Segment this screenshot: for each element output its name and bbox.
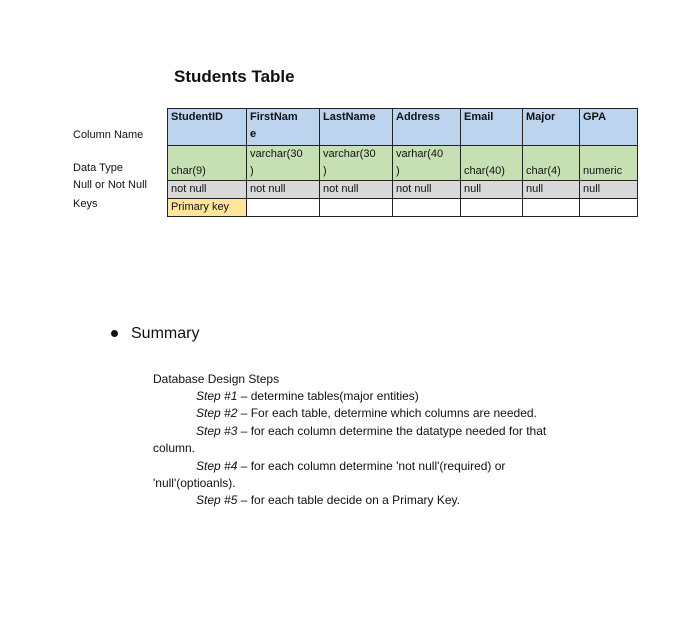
null-cell: null [461, 181, 523, 199]
key-cell [523, 199, 580, 217]
null-cell: not null [247, 181, 320, 199]
step-3-cont: column. [153, 441, 196, 455]
students-table [167, 108, 638, 217]
null-cell: not null [320, 181, 393, 199]
col-header: StudentID [168, 109, 247, 146]
step-2: Step #2 – For each table, determine which columns are needed. [196, 406, 537, 420]
summary-heading: Summary [131, 325, 200, 342]
header-row [168, 109, 638, 146]
col-header: Email [461, 109, 523, 146]
datatype-cell: varhar(40 ) [393, 146, 461, 181]
null-cell: null [580, 181, 638, 199]
null-cell: null [523, 181, 580, 199]
summary-bullet [111, 325, 199, 343]
label-null: Null or Not Null [73, 179, 147, 191]
datatype-cell: varchar(30 ) [247, 146, 320, 181]
step-4: Step #4 – for each column determine 'not null'(required) or [196, 459, 506, 473]
table-title: Students Table [174, 67, 295, 86]
col-header: LastName [320, 109, 393, 146]
step-4-cont: 'null'(optioanls). [153, 476, 236, 490]
step-5: Step #5 – for each table decide on a Primary Key. [196, 493, 460, 507]
null-row [168, 181, 638, 199]
null-cell: not null [168, 181, 247, 199]
key-cell [580, 199, 638, 217]
null-cell: not null [393, 181, 461, 199]
label-column-name: Column Name [73, 129, 144, 141]
key-cell [247, 199, 320, 217]
col-header: Address [393, 109, 461, 146]
key-cell [320, 199, 393, 217]
label-data-type: Data Type [73, 162, 123, 174]
col-header: GPA [580, 109, 638, 146]
datatype-cell: varchar(30 ) [320, 146, 393, 181]
bullet-dot-icon [111, 330, 118, 337]
primary-key-cell: Primary key [168, 199, 247, 217]
datatype-cell: char(9) [168, 146, 247, 181]
label-keys: Keys [73, 198, 98, 210]
keys-row [168, 199, 638, 217]
datatype-cell: numeric [580, 146, 638, 181]
step-3: Step #3 – for each column determine the datatype needed for that [196, 424, 547, 438]
datatype-cell: char(40) [461, 146, 523, 181]
datatype-cell: char(4) [523, 146, 580, 181]
summary-heading-line: Database Design Steps [153, 372, 280, 386]
col-header: Major [523, 109, 580, 146]
key-cell [461, 199, 523, 217]
step-1: Step #1 – determine tables(major entities) [196, 389, 419, 403]
datatype-row [168, 146, 638, 181]
key-cell [393, 199, 461, 217]
col-header: FirstNam e [247, 109, 320, 146]
